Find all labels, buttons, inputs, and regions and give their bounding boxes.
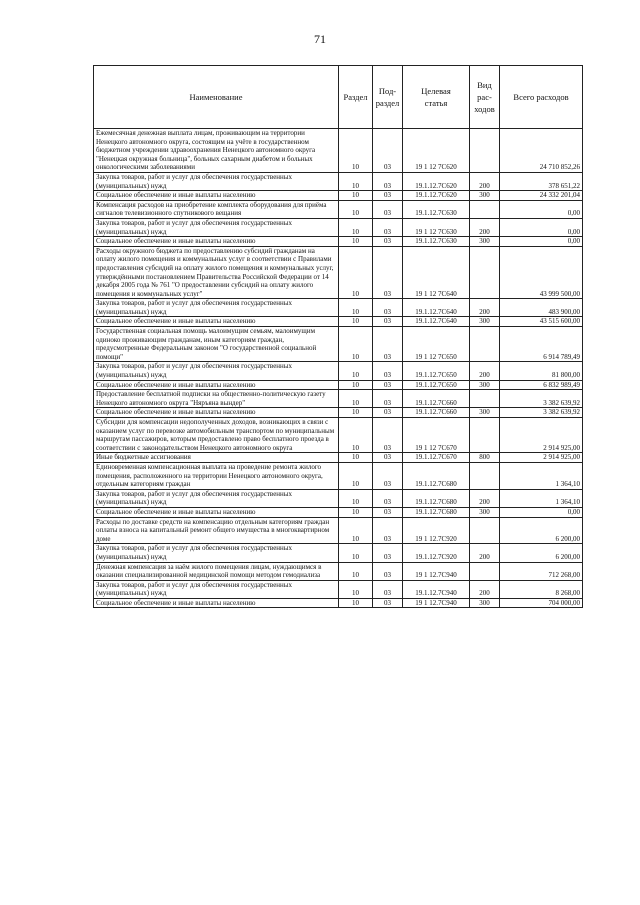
row-subsection-cell: 03 [373,390,403,408]
row-total-cell: 2 914 925,00 [500,418,583,453]
row-expense-type-cell: 300 [470,408,500,418]
row-expense-type-cell [470,562,500,580]
row-subsection-cell: 03 [373,408,403,418]
row-section-cell: 10 [339,580,373,598]
row-total-cell: 43 999 500,00 [500,246,583,299]
row-name-cell: Социальное обеспечение и иные выплаты населению [94,191,339,201]
row-subsection-cell: 03 [373,489,403,507]
row-subsection-cell: 03 [373,129,403,173]
row-subsection-cell: 03 [373,299,403,317]
row-subsection-cell: 03 [373,218,403,236]
row-section-cell: 10 [339,380,373,390]
row-section-cell: 10 [339,191,373,201]
row-subsection-cell: 03 [373,380,403,390]
row-section-cell: 10 [339,362,373,380]
table-row [94,172,583,190]
row-expense-type-cell: 200 [470,299,500,317]
row-expense-type-cell [470,462,500,489]
row-name-cell: Закупка товаров, работ и услуг для обеспечения государственных (муниципальных) нужд [94,544,339,562]
row-target-code-cell: 19.1.12.7С670 [403,453,470,463]
row-expense-type-cell: 300 [470,507,500,517]
row-total-cell: 378 651,22 [500,172,583,190]
row-total-cell: 1 364,10 [500,462,583,489]
row-section-cell: 10 [339,129,373,173]
header-target-line-1: Целевая [421,86,451,96]
table-row [94,507,583,517]
row-subsection-cell: 03 [373,191,403,201]
row-target-code-cell: 19.1.12.7С630 [403,200,470,218]
table-row [94,191,583,201]
row-subsection-cell: 03 [373,544,403,562]
row-section-cell: 10 [339,462,373,489]
row-target-code-cell: 19.1.12.7С620 [403,172,470,190]
row-total-cell: 712 268,00 [500,562,583,580]
row-subsection-cell: 03 [373,200,403,218]
row-section-cell: 10 [339,246,373,299]
row-target-code-cell: 19.1.12.7С680 [403,489,470,507]
row-section-cell: 10 [339,418,373,453]
table-row [94,580,583,598]
row-total-cell: 483 900,00 [500,299,583,317]
row-target-code-cell: 19.1.12.7С630 [403,237,470,247]
row-section-cell: 10 [339,408,373,418]
row-section-cell: 10 [339,317,373,327]
table-row [94,390,583,408]
row-name-cell: Закупка товаров, работ и услуг для обеспечения государственных (муниципальных) нужд [94,489,339,507]
row-expense-type-cell: 200 [470,172,500,190]
row-name-cell: Единовременная компенсационная выплата на проведение ремонта жилого помещения, расположенного на территории Ненецкого автономного округа, отдельным категориям граждан [94,462,339,489]
row-subsection-cell: 03 [373,453,403,463]
page-number: 71 [314,32,326,46]
header-expense-type-line-1: Вид [477,80,492,90]
row-name-cell: Ежемесячная денежная выплата лицам, проживающим на территории Ненецкого автономного округа, состоящим на учёте в государственном бюджетном учреждении здравоохранения Ненецкого автономного округа "Ненецкая окружная больница", больных сахарным диабетом и больных онкологическими заболеваниями [94,129,339,173]
row-subsection-cell: 03 [373,418,403,453]
row-subsection-cell: 03 [373,580,403,598]
row-target-code-cell: 19.1.12.7С640 [403,299,470,317]
row-section-cell: 10 [339,200,373,218]
row-section-cell: 10 [339,453,373,463]
row-total-cell: 24 332 201,04 [500,191,583,201]
table-row [94,517,583,544]
row-target-code-cell: 19 1 12 7С620 [403,129,470,173]
row-name-cell: Иные бюджетные ассигнования [94,453,339,463]
row-expense-type-cell [470,129,500,173]
table-row [94,598,583,608]
row-total-cell: 0,00 [500,507,583,517]
header-expense-type-line-3: ходов [474,104,495,114]
table-row [94,237,583,247]
table-header-row [94,66,583,129]
row-target-code-cell: 19 1 12 7С630 [403,218,470,236]
header-subsection-line-2: раздел [375,98,400,108]
header-subsection-line-1: Под- [378,86,397,96]
row-target-code-cell: 19.1.12.7С650 [403,380,470,390]
row-expense-type-cell [470,246,500,299]
row-expense-type-cell: 300 [470,380,500,390]
row-section-cell: 10 [339,489,373,507]
row-total-cell: 24 710 852,26 [500,129,583,173]
row-total-cell: 6 200,00 [500,517,583,544]
row-expense-type-cell [470,390,500,408]
header-section: Раздел [339,66,373,129]
row-target-code-cell: 19 1 12.7С920 [403,517,470,544]
row-name-cell: Расходы окружного бюджета по предоставлению субсидий гражданам на оплату жилого помещения и коммунальных услуг в соответствии с Правилами предоставления субсидий на оплату жилого помещения и коммунальных услуг, утверждёнными постановлением Правительства Российской Федерации от 14 декабря 2005 года № 761 "О предоставлении субсидий на оплату жилого помещения и коммунальных услуг" [94,246,339,299]
table-row [94,418,583,453]
row-expense-type-cell: 300 [470,237,500,247]
row-total-cell: 3 382 639,92 [500,408,583,418]
row-total-cell: 0,00 [500,218,583,236]
row-total-cell: 2 914 925,00 [500,453,583,463]
row-expense-type-cell [470,418,500,453]
row-section-cell: 10 [339,218,373,236]
row-expense-type-cell: 800 [470,453,500,463]
row-section-cell: 10 [339,562,373,580]
row-name-cell: Социальное обеспечение и иные выплаты населению [94,598,339,608]
row-name-cell: Компенсация расходов на приобретение комплекта оборудования для приёма сигналов телевизионного спутникового вещания [94,200,339,218]
table-row [94,317,583,327]
row-name-cell: Государственная социальная помощь малоимущим семьям, малоимущим одиноко проживающим гражданам, иным категориям граждан, предусмотренные Федеральным законом "О государственной социальной помощи" [94,327,339,362]
row-expense-type-cell [470,517,500,544]
table-row [94,544,583,562]
row-section-cell: 10 [339,544,373,562]
row-name-cell: Социальное обеспечение и иные выплаты населению [94,237,339,247]
row-subsection-cell: 03 [373,237,403,247]
row-target-code-cell: 19.1.12.7С940 [403,580,470,598]
header-target-line-2: статья [424,98,448,108]
row-target-code-cell: 19.1.12.7С680 [403,507,470,517]
table-row [94,453,583,463]
row-name-cell: Социальное обеспечение и иные выплаты населению [94,507,339,517]
row-subsection-cell: 03 [373,362,403,380]
row-name-cell: Закупка товаров, работ и услуг для обеспечения государственных (муниципальных) нужд [94,218,339,236]
row-expense-type-cell: 200 [470,489,500,507]
row-name-cell: Социальное обеспечение и иные выплаты населению [94,317,339,327]
row-total-cell: 6 832 989,49 [500,380,583,390]
row-subsection-cell: 03 [373,327,403,362]
row-name-cell: Закупка товаров, работ и услуг для обеспечения государственных (муниципальных) нужд [94,172,339,190]
row-expense-type-cell: 300 [470,191,500,201]
header-expense-type-line-2: рас- [477,92,492,102]
row-target-code-cell: 19.1.12.7С920 [403,544,470,562]
row-total-cell: 1 364,10 [500,489,583,507]
row-section-cell: 10 [339,237,373,247]
row-total-cell: 43 515 600,00 [500,317,583,327]
row-target-code-cell: 19 1 12 7С640 [403,246,470,299]
row-expense-type-cell: 300 [470,598,500,608]
row-expense-type-cell [470,200,500,218]
header-name: Наименование [94,66,339,129]
row-expense-type-cell: 200 [470,580,500,598]
row-subsection-cell: 03 [373,317,403,327]
row-name-cell: Социальное обеспечение и иные выплаты населению [94,380,339,390]
table-row [94,562,583,580]
row-section-cell: 10 [339,327,373,362]
table-row [94,327,583,362]
table-row [94,129,583,173]
row-subsection-cell: 03 [373,462,403,489]
row-subsection-cell: 03 [373,507,403,517]
row-target-code-cell: 19 1 12.7С940 [403,598,470,608]
row-name-cell: Закупка товаров, работ и услуг для обеспечения государственных (муниципальных) нужд [94,362,339,380]
row-target-code-cell: 19 1 12.7С940 [403,562,470,580]
row-section-cell: 10 [339,299,373,317]
row-name-cell: Расходы по доставке средств на компенсацию отдельным категориям граждан оплаты взноса на капитальный ремонт общего имущества в многоквартирном доме [94,517,339,544]
row-total-cell: 6 914 789,49 [500,327,583,362]
table-row [94,408,583,418]
header-expense-type [470,66,500,129]
row-section-cell: 10 [339,507,373,517]
row-target-code-cell: 19 1 12 7С650 [403,327,470,362]
table-row [94,462,583,489]
row-expense-type-cell: 200 [470,218,500,236]
header-total: Всего расходов [500,66,583,129]
row-total-cell: 3 382 639,92 [500,390,583,408]
table-body [94,129,583,608]
row-expense-type-cell: 300 [470,317,500,327]
row-subsection-cell: 03 [373,172,403,190]
row-target-code-cell: 19.1.12.7С660 [403,408,470,418]
header-target-article [403,66,470,129]
row-subsection-cell: 03 [373,562,403,580]
row-target-code-cell: 19.1.12.7С680 [403,462,470,489]
row-section-cell: 10 [339,390,373,408]
budget-table [93,65,583,608]
table-row [94,489,583,507]
row-target-code-cell: 19.1.12.7С650 [403,362,470,380]
row-total-cell: 81 800,00 [500,362,583,380]
row-expense-type-cell: 200 [470,362,500,380]
table-row [94,362,583,380]
row-name-cell: Закупка товаров, работ и услуг для обеспечения государственных (муниципальных) нужд [94,580,339,598]
row-target-code-cell: 19 1 12 7С670 [403,418,470,453]
row-name-cell: Денежная компенсация за наём жилого помещения лицам, нуждающимся в оказании специализированной медицинской помощи методом гемодиализа [94,562,339,580]
row-name-cell: Предоставление бесплатной подписки на общественно-политическую газету Ненецкого автономного округа "Няръяна вындер" [94,390,339,408]
row-expense-type-cell [470,327,500,362]
row-total-cell: 6 200,00 [500,544,583,562]
row-subsection-cell: 03 [373,246,403,299]
row-subsection-cell: 03 [373,517,403,544]
row-total-cell: 704 000,00 [500,598,583,608]
row-total-cell: 0,00 [500,200,583,218]
row-section-cell: 10 [339,517,373,544]
row-name-cell: Субсидии для компенсации недополученных доходов, возникающих в связи с оказанием услуг по перевозке автомобильным транспортом по муниципальным маршрутам пассажиров, которым предоставлено право бесплатного проезда в соответствии с законодательством Ненецкого автономного округа [94,418,339,453]
table-row [94,299,583,317]
table-row [94,246,583,299]
row-subsection-cell: 03 [373,598,403,608]
header-subsection [373,66,403,129]
row-name-cell: Закупка товаров, работ и услуг для обеспечения государственных (муниципальных) нужд [94,299,339,317]
table-row [94,218,583,236]
row-section-cell: 10 [339,598,373,608]
table-row [94,380,583,390]
row-total-cell: 8 268,00 [500,580,583,598]
row-section-cell: 10 [339,172,373,190]
row-target-code-cell: 19.1.12.7С660 [403,390,470,408]
table-row [94,200,583,218]
row-name-cell: Социальное обеспечение и иные выплаты населению [94,408,339,418]
row-target-code-cell: 19.1.12.7С640 [403,317,470,327]
row-total-cell: 0,00 [500,237,583,247]
row-expense-type-cell: 200 [470,544,500,562]
row-target-code-cell: 19.1.12.7С620 [403,191,470,201]
